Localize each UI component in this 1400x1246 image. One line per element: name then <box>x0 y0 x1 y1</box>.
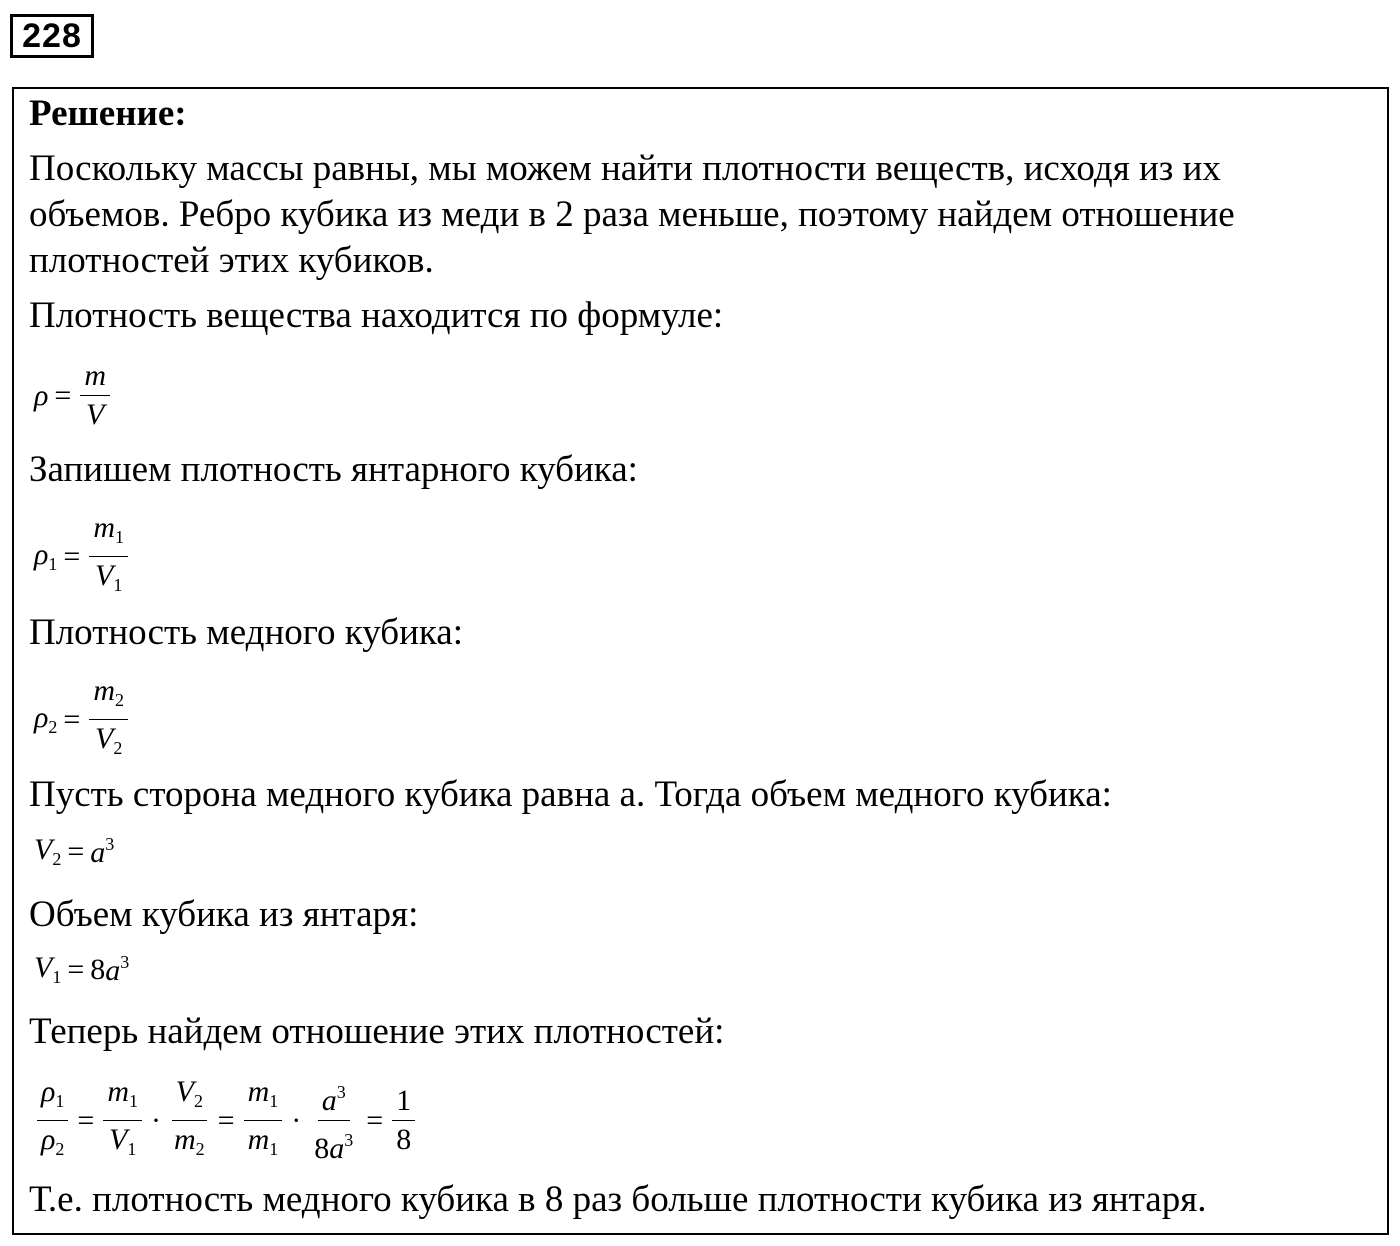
numerator: $m_1$ <box>89 510 128 557</box>
eight-coefficient: 8 <box>90 952 106 986</box>
a-cubed: $a^3$ <box>90 833 115 869</box>
denominator: V <box>86 398 105 431</box>
rho-symbol: $\rho_2$ <box>34 701 58 737</box>
fraction-m1-over-m1: $\frac{m_1}{m_1}$ <box>244 1074 283 1167</box>
dot-operator: · <box>151 1103 161 1137</box>
numerator: $m_2$ <box>89 673 128 720</box>
denominator: $V_1$ <box>95 559 123 595</box>
rho-symbol: ρ <box>34 378 49 412</box>
fraction-v2-over-m2: $\frac{V_2}{m_2}$ <box>170 1074 209 1167</box>
equals-sign: = <box>366 1103 384 1137</box>
density-formula <box>34 358 113 433</box>
solution-heading: Решение: <box>29 93 187 134</box>
volume-symbol: $V_1$ <box>34 951 62 987</box>
copper-density-text: Плотность медного кубика: <box>29 612 463 653</box>
rho-symbol: $\rho_1$ <box>34 538 58 574</box>
fraction-m1-over-v1 <box>89 510 128 603</box>
copper-volume-formula <box>34 833 114 870</box>
fraction-m1-over-v1: $\frac{m_1}{V_1}$ <box>103 1074 142 1167</box>
amber-density-text: Запишем плотность янтарного кубика: <box>29 449 638 490</box>
fraction-m-over-v <box>80 358 110 433</box>
fraction-rho1-over-rho2: $\frac{\rho_1}{\rho_2}$ <box>37 1074 68 1167</box>
equals-sign: = <box>54 378 72 412</box>
conclusion-text: Т.е. плотность медного кубика в 8 раз больше плотности кубика из янтаря. <box>29 1179 1207 1220</box>
equals-sign: = <box>63 702 81 736</box>
equals-sign: = <box>63 539 81 573</box>
volume-symbol: $V_2$ <box>34 833 62 869</box>
numerator: m <box>80 358 110 396</box>
copper-density-formula <box>34 673 131 766</box>
intro-paragraph: Поскольку массы равны, мы можем найти плотности веществ, исходя из их объемов. Ребро кубика из меди в 2 раза меньше, поэтому найдем отношение плотностей этих кубиков. <box>29 148 1235 281</box>
dot-operator: · <box>291 1103 302 1137</box>
fraction-a3-over-8a3: $\frac{a^3}{8a^3}$ <box>310 1074 357 1167</box>
amber-density-formula <box>34 510 131 603</box>
copper-side-text: Пусть сторона медного кубика равна a. Тогда объем медного кубика: <box>29 774 1112 815</box>
ratio-intro-text: Теперь найдем отношение этих плотностей: <box>29 1011 725 1052</box>
equals-sign: = <box>67 952 85 986</box>
amber-volume-text: Объем кубика из янтаря: <box>29 894 419 935</box>
denominator: $V_2$ <box>95 722 123 758</box>
equals-sign: = <box>217 1103 235 1137</box>
a-cubed: $a^3$ <box>105 951 130 987</box>
ratio-formula <box>34 1074 418 1167</box>
amber-volume-formula <box>34 951 129 988</box>
formula-intro-text: Плотность вещества находится по формуле: <box>29 295 724 336</box>
problem-number: 228 <box>10 14 94 58</box>
fraction-m2-over-v2 <box>89 673 128 766</box>
equals-sign: = <box>67 834 85 868</box>
fraction-one-eighth: $\frac{1}{8}$ <box>392 1083 415 1158</box>
equals-sign: = <box>77 1103 95 1137</box>
